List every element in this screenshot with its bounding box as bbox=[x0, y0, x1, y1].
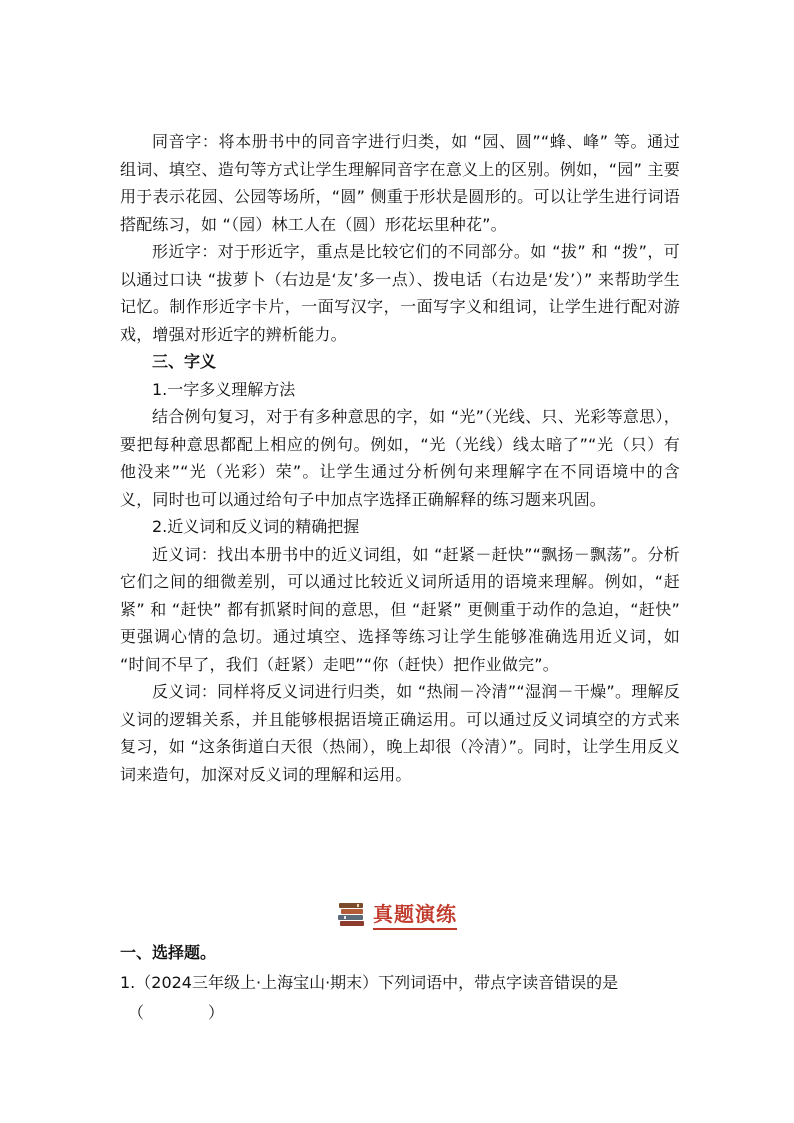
similar-form-paragraph: 形近字：对于形近字，重点是比较它们的不同部分。如 “拔” 和 “拨”，可以通过口诀 “拔萝卜（右边是‘友’多一点）、拨电话（右边是‘发’）” 来帮助学生记忆。制作形近字卡片，一面写汉字，一面写字义和组词，让学生进行配对游戏，增强对形近字的辨析能力。 bbox=[120, 242, 680, 344]
section-heading-meaning: 三、字义 bbox=[152, 352, 217, 371]
synonym-paragraph: 近义词：找出本册书中的近义词组，如 “赶紧－赶快”“飘扬－飘荡”。分析它们之间的细微差别，可以通过比较近义词所适用的语境来理解。例如，“赶紧” 和 “赶快” 都有抓紧时间的意思，但 “赶紧” 更侧重于动作的急迫，“赶快” 更强调心情的急切。通过填空、选择等练习让学生能够准确选用近义词，如 “时间不早了，我们（赶紧）走吧”“你（赶快）把作业做完”。 bbox=[120, 544, 680, 674]
exercise-section bbox=[120, 938, 680, 1028]
question-1-text: 1.（2024三年级上·上海宝山·期末）下列词语中，带点字读音错误的是 bbox=[120, 973, 619, 992]
subheading-polysemy: 1.一字多义理解方法 bbox=[152, 379, 296, 399]
choice-section-title: 一、选择题。 bbox=[120, 943, 217, 962]
homophone-paragraph: 同音字：将本册书中的同音字进行归类，如 “园、圆”“蜂、峰” 等。通过组词、填空、造句等方式让学生理解同音字在意义上的区别。例如，“园” 主要用于表示花园、公园等场所，“圆” 侧重于形状是圆形的。可以让学生进行词语搭配练习，如 “（园）林工人在（圆）形花坛里种花”。 bbox=[120, 132, 680, 234]
antonym-paragraph: 反义词：同样将反义词进行归类，如 “热闹－冷清”“湿润－干燥”。理解反义词的逻辑关系，并且能够根据语境正确运用。可以通过反义词填空的方式来复习，如 “这条街道白天很（热闹），晚上却很（冷清）”。同时，让学生用反义词来造句，加深对反义词的理解和运用。 bbox=[120, 682, 680, 784]
exercise-banner-title: 真题演练 bbox=[373, 898, 457, 930]
polysemy-paragraph: 结合例句复习，对于有多种意思的字，如 “光”（光线、只、光彩等意思），要把每种意思都配上相应的例句。例如，“光（光线）线太暗了”“光（只）有他没来”“光（光彩）荣”。让学生通过分析例句来理解字在不同语境中的含义，同时也可以通过给句子中加点字选择正确解释的练习题来巩固。 bbox=[120, 407, 680, 509]
subheading-synonym-antonym: 2.近义词和反义词的精确把握 bbox=[152, 517, 360, 536]
exercise-banner bbox=[0, 898, 794, 930]
review-content bbox=[120, 128, 680, 788]
question-1-answer-blank[interactable]: （ ） bbox=[128, 1003, 225, 1022]
books-stack-icon bbox=[337, 901, 367, 927]
